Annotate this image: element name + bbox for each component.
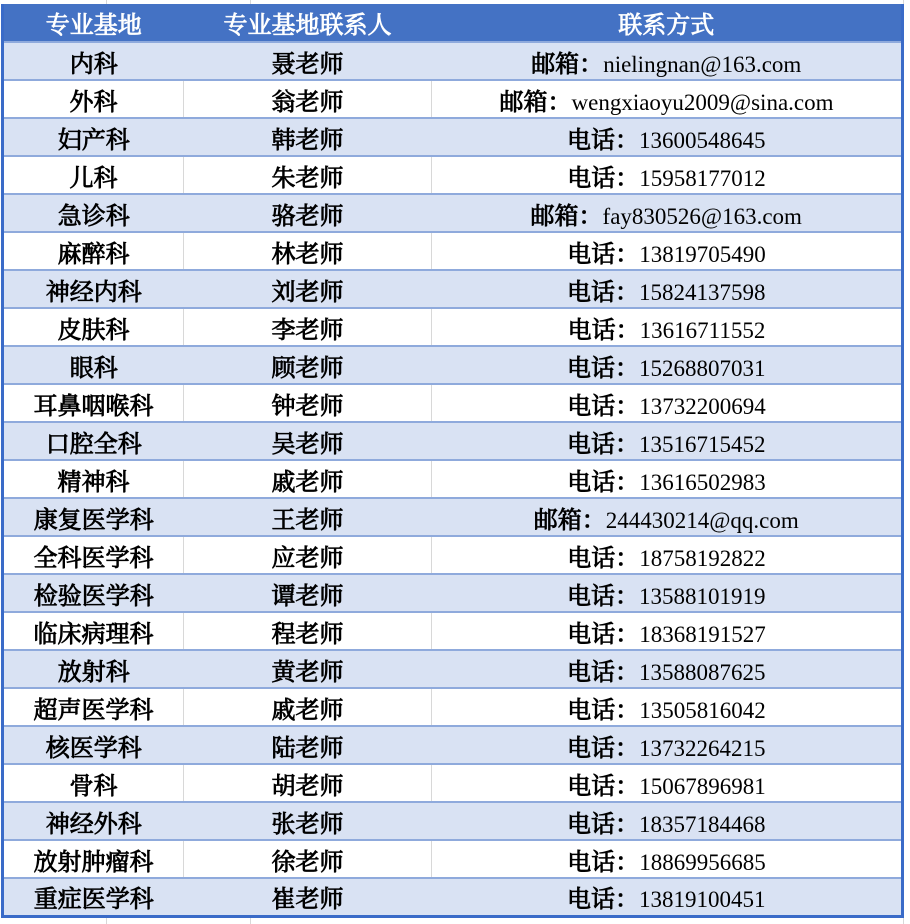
teacher-cell: 吴老师 bbox=[271, 431, 344, 458]
contact-cell bbox=[432, 650, 903, 688]
contact-label: 邮箱： bbox=[499, 89, 572, 116]
department-cell: 内科 bbox=[69, 51, 118, 78]
department-cell: 重症医学科 bbox=[33, 887, 154, 914]
contact-value: 18869956685 bbox=[639, 849, 766, 875]
department-cell: 放射肿瘤科 bbox=[33, 849, 154, 876]
contact-label: 邮箱： bbox=[531, 51, 604, 78]
contact-cell bbox=[432, 270, 903, 308]
table-row bbox=[3, 574, 903, 612]
table-row bbox=[3, 688, 903, 726]
department-cell: 超声医学科 bbox=[33, 697, 154, 724]
contact-cell bbox=[432, 80, 903, 118]
department-cell: 妇产科 bbox=[57, 127, 130, 154]
gridline bbox=[250, 918, 251, 924]
contact-table bbox=[1, 4, 904, 918]
table-row bbox=[3, 612, 903, 650]
col-header-specialty-base: 专业基地 bbox=[3, 4, 184, 42]
teacher-cell: 戚老师 bbox=[184, 688, 432, 726]
contact-label: 电话： bbox=[567, 241, 640, 268]
contact-cell bbox=[432, 574, 903, 612]
contact-value: fay830526@163.com bbox=[602, 203, 802, 229]
contact-label: 电话： bbox=[567, 127, 639, 154]
teacher-cell: 朱老师 bbox=[184, 156, 432, 194]
contact-cell bbox=[432, 308, 903, 346]
col-header-contact-person: 专业基地联系人 bbox=[184, 4, 432, 42]
contact-label: 电话： bbox=[567, 165, 640, 192]
teacher-cell: 翁老师 bbox=[184, 80, 432, 118]
table-row bbox=[3, 802, 903, 840]
table-row bbox=[3, 650, 903, 688]
department-cell: 康复医学科 bbox=[33, 507, 154, 534]
teacher-cell: 张老师 bbox=[271, 811, 344, 838]
department-cell: 急诊科 bbox=[57, 203, 130, 230]
contact-cell bbox=[432, 612, 903, 650]
table-row bbox=[3, 270, 903, 308]
table-row bbox=[3, 346, 903, 384]
department-cell: 临床病理科 bbox=[33, 621, 154, 648]
contact-value: 13616502983 bbox=[639, 469, 766, 495]
contact-cell bbox=[432, 840, 903, 878]
teacher-cell: 聂老师 bbox=[271, 51, 344, 78]
table-row bbox=[3, 156, 903, 194]
contact-label: 电话： bbox=[567, 317, 640, 344]
contact-label: 电话： bbox=[567, 393, 640, 420]
contact-cell bbox=[432, 42, 903, 80]
teacher-cell: 谭老师 bbox=[271, 583, 344, 610]
contact-value: 13588101919 bbox=[639, 583, 766, 609]
teacher-cell: 戚老师 bbox=[184, 460, 432, 498]
contact-cell bbox=[432, 802, 903, 840]
contact-value: 15067896981 bbox=[639, 773, 766, 799]
teacher-cell: 王老师 bbox=[271, 507, 344, 534]
teacher-cell: 李老师 bbox=[184, 308, 432, 346]
teacher-cell: 程老师 bbox=[184, 612, 432, 650]
table-row bbox=[3, 118, 903, 156]
contact-label: 电话： bbox=[567, 773, 640, 800]
teacher-cell: 陆老师 bbox=[271, 735, 344, 762]
table-row bbox=[3, 308, 903, 346]
department-cell: 检验医学科 bbox=[33, 583, 154, 610]
contact-label: 电话： bbox=[567, 279, 639, 306]
contact-value: 244430214@qq.com bbox=[605, 507, 799, 533]
table-row bbox=[3, 194, 903, 232]
department-cell: 核医学科 bbox=[45, 735, 142, 762]
contact-cell bbox=[432, 156, 903, 194]
contact-label: 邮箱： bbox=[530, 203, 603, 230]
contact-cell bbox=[432, 422, 903, 460]
contact-label: 电话： bbox=[567, 887, 639, 914]
contact-value: 15958177012 bbox=[639, 165, 766, 191]
contact-value: 13516715452 bbox=[639, 431, 766, 457]
teacher-cell: 应老师 bbox=[184, 536, 432, 574]
contact-label: 电话： bbox=[567, 621, 640, 648]
contact-cell bbox=[432, 118, 903, 156]
table-row bbox=[3, 42, 903, 80]
contact-cell bbox=[432, 726, 903, 764]
contact-cell bbox=[432, 194, 903, 232]
department-cell: 全科医学科 bbox=[33, 545, 154, 572]
contact-value: 15268807031 bbox=[639, 355, 766, 381]
contact-value: 18758192822 bbox=[639, 545, 766, 571]
table-row bbox=[3, 840, 903, 878]
table-row bbox=[3, 878, 903, 916]
table-row bbox=[3, 422, 903, 460]
header-row bbox=[3, 4, 903, 42]
table-row bbox=[3, 536, 903, 574]
contact-cell bbox=[432, 878, 903, 916]
contact-cell bbox=[432, 688, 903, 726]
teacher-cell: 刘老师 bbox=[271, 279, 344, 306]
col-header-contact-method: 联系方式 bbox=[432, 4, 903, 42]
contact-label: 电话： bbox=[567, 659, 639, 686]
gridline-strip-bottom bbox=[0, 918, 910, 924]
department-cell: 口腔全科 bbox=[45, 431, 142, 458]
department-cell: 神经外科 bbox=[45, 811, 142, 838]
teacher-cell: 胡老师 bbox=[184, 764, 432, 802]
contact-label: 电话： bbox=[567, 431, 639, 458]
contact-value: 13819705490 bbox=[639, 241, 766, 267]
contact-label: 电话： bbox=[567, 849, 640, 876]
contact-value: 13616711552 bbox=[639, 317, 766, 343]
department-cell: 精神科 bbox=[57, 469, 130, 496]
contact-cell bbox=[432, 536, 903, 574]
department-cell: 外科 bbox=[69, 89, 118, 116]
contact-value: 13600548645 bbox=[639, 127, 766, 153]
department-cell: 耳鼻咽喉科 bbox=[33, 393, 154, 420]
contact-label: 电话： bbox=[567, 735, 639, 762]
table-row bbox=[3, 460, 903, 498]
department-cell: 皮肤科 bbox=[57, 317, 130, 344]
contact-cell bbox=[432, 460, 903, 498]
contact-cell bbox=[432, 232, 903, 270]
department-cell: 麻醉科 bbox=[57, 241, 130, 268]
contact-value: 15824137598 bbox=[639, 279, 766, 305]
contact-cell bbox=[432, 498, 903, 536]
teacher-cell: 钟老师 bbox=[184, 384, 432, 422]
contact-value: 13732200694 bbox=[639, 393, 766, 419]
gridline bbox=[106, 918, 107, 924]
contact-value: 18357184468 bbox=[639, 811, 766, 837]
department-cell: 儿科 bbox=[69, 165, 118, 192]
contact-label: 电话： bbox=[567, 545, 640, 572]
contact-value: nielingnan@163.com bbox=[603, 51, 802, 77]
gridline bbox=[903, 918, 904, 924]
department-cell: 眼科 bbox=[69, 355, 118, 382]
teacher-cell: 黄老师 bbox=[271, 659, 344, 686]
table-row bbox=[3, 764, 903, 802]
table-row bbox=[3, 232, 903, 270]
teacher-cell: 顾老师 bbox=[271, 355, 344, 382]
contact-value: 13732264215 bbox=[639, 735, 766, 761]
teacher-cell: 骆老师 bbox=[271, 203, 344, 230]
teacher-cell: 徐老师 bbox=[184, 840, 432, 878]
contact-value: 18368191527 bbox=[639, 621, 766, 647]
contact-label: 电话： bbox=[567, 697, 640, 724]
contact-cell bbox=[432, 346, 903, 384]
contact-value: 13819100451 bbox=[639, 887, 766, 913]
teacher-cell: 林老师 bbox=[184, 232, 432, 270]
contact-value: wengxiaoyu2009@sina.com bbox=[571, 89, 834, 115]
table-row bbox=[3, 498, 903, 536]
table-row bbox=[3, 80, 903, 118]
contact-cell bbox=[432, 384, 903, 422]
contact-value: 13588087625 bbox=[639, 659, 766, 685]
teacher-cell: 崔老师 bbox=[271, 887, 344, 914]
contact-label: 电话： bbox=[567, 355, 639, 382]
teacher-cell: 韩老师 bbox=[271, 127, 344, 154]
contact-label: 电话： bbox=[567, 469, 640, 496]
table-body bbox=[3, 42, 903, 916]
contact-value: 13505816042 bbox=[639, 697, 766, 723]
table-row bbox=[3, 384, 903, 422]
contact-label: 电话： bbox=[567, 583, 639, 610]
table-row bbox=[3, 726, 903, 764]
department-cell: 放射科 bbox=[57, 659, 130, 686]
contact-label: 电话： bbox=[567, 811, 639, 838]
department-cell: 骨科 bbox=[69, 773, 118, 800]
department-cell: 神经内科 bbox=[45, 279, 142, 306]
contact-label: 邮箱： bbox=[533, 507, 606, 534]
contact-cell bbox=[432, 764, 903, 802]
